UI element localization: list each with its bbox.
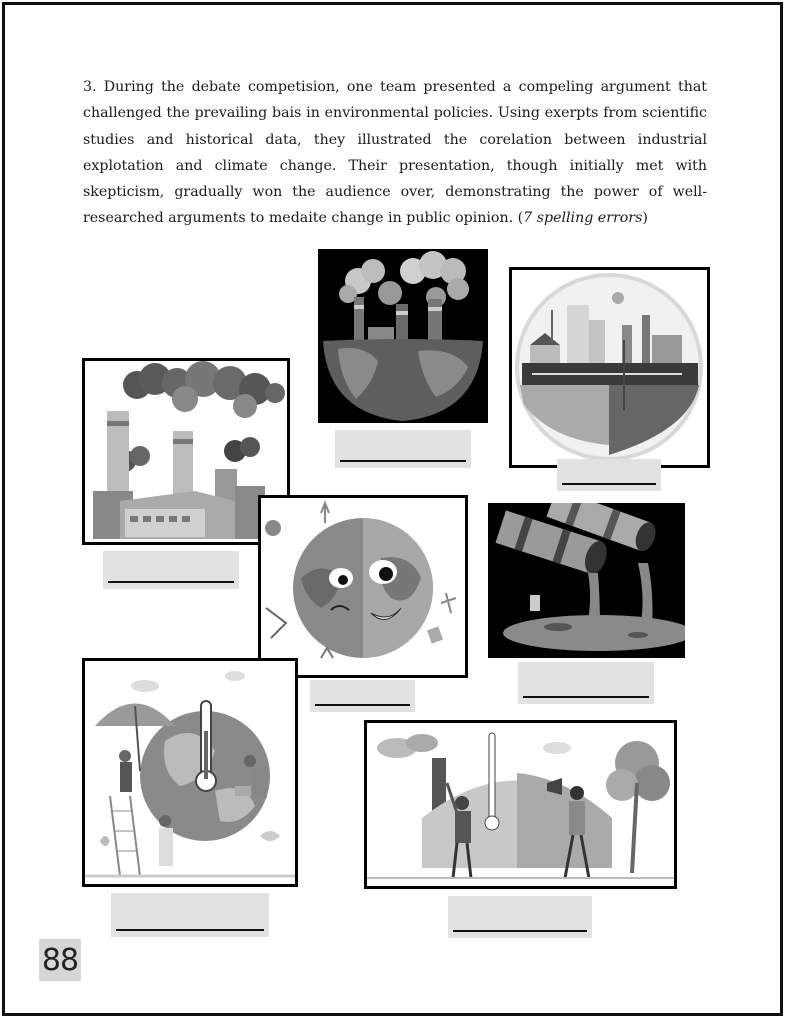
answer-blank[interactable] [335,430,471,468]
answer-blank[interactable] [103,551,239,589]
sewage-pipes-svg [488,503,685,658]
note-close: ) [642,210,648,227]
earth-thermometer-people-image [82,658,298,887]
factory-smoke-svg [85,361,287,542]
city-split-svg [512,270,707,465]
city-split-clean-dirty-image [509,267,710,468]
question-text: During the debate competision, one team presented a compeling argument that challenged the prevailing bais in environmental policies. Using exerpts from scientific studies and historical data, they illustrated the corelation between industrial explotation and climate change. Their presentation, though initially met with skepticism, gradually won the audience over, demonstrating the power of well-researched arguments to medaite change in public opinion. [83,79,707,227]
protest-climate-change-image [364,720,677,889]
question-number: 3. [83,79,97,95]
protest-climate-svg [367,723,674,886]
answer-blank[interactable] [448,896,592,938]
spelling-errors-note: 7 spelling errors [523,210,643,227]
page-number: 88 [39,939,81,981]
question-paragraph [83,74,707,232]
answer-blank[interactable] [111,893,269,937]
earth-thermometer-svg [85,661,295,884]
answer-blank[interactable] [518,662,654,704]
sewage-pipes-pollution-image [488,503,685,658]
note-open: ( [517,210,524,227]
polluted-earth-factories-image [318,249,488,423]
crying-earth-half-happy-image [258,495,468,678]
answer-blank[interactable] [557,459,661,491]
crying-earth-svg [261,498,465,675]
polluted-earth-factories-svg [318,249,488,423]
answer-blank[interactable] [310,680,415,712]
